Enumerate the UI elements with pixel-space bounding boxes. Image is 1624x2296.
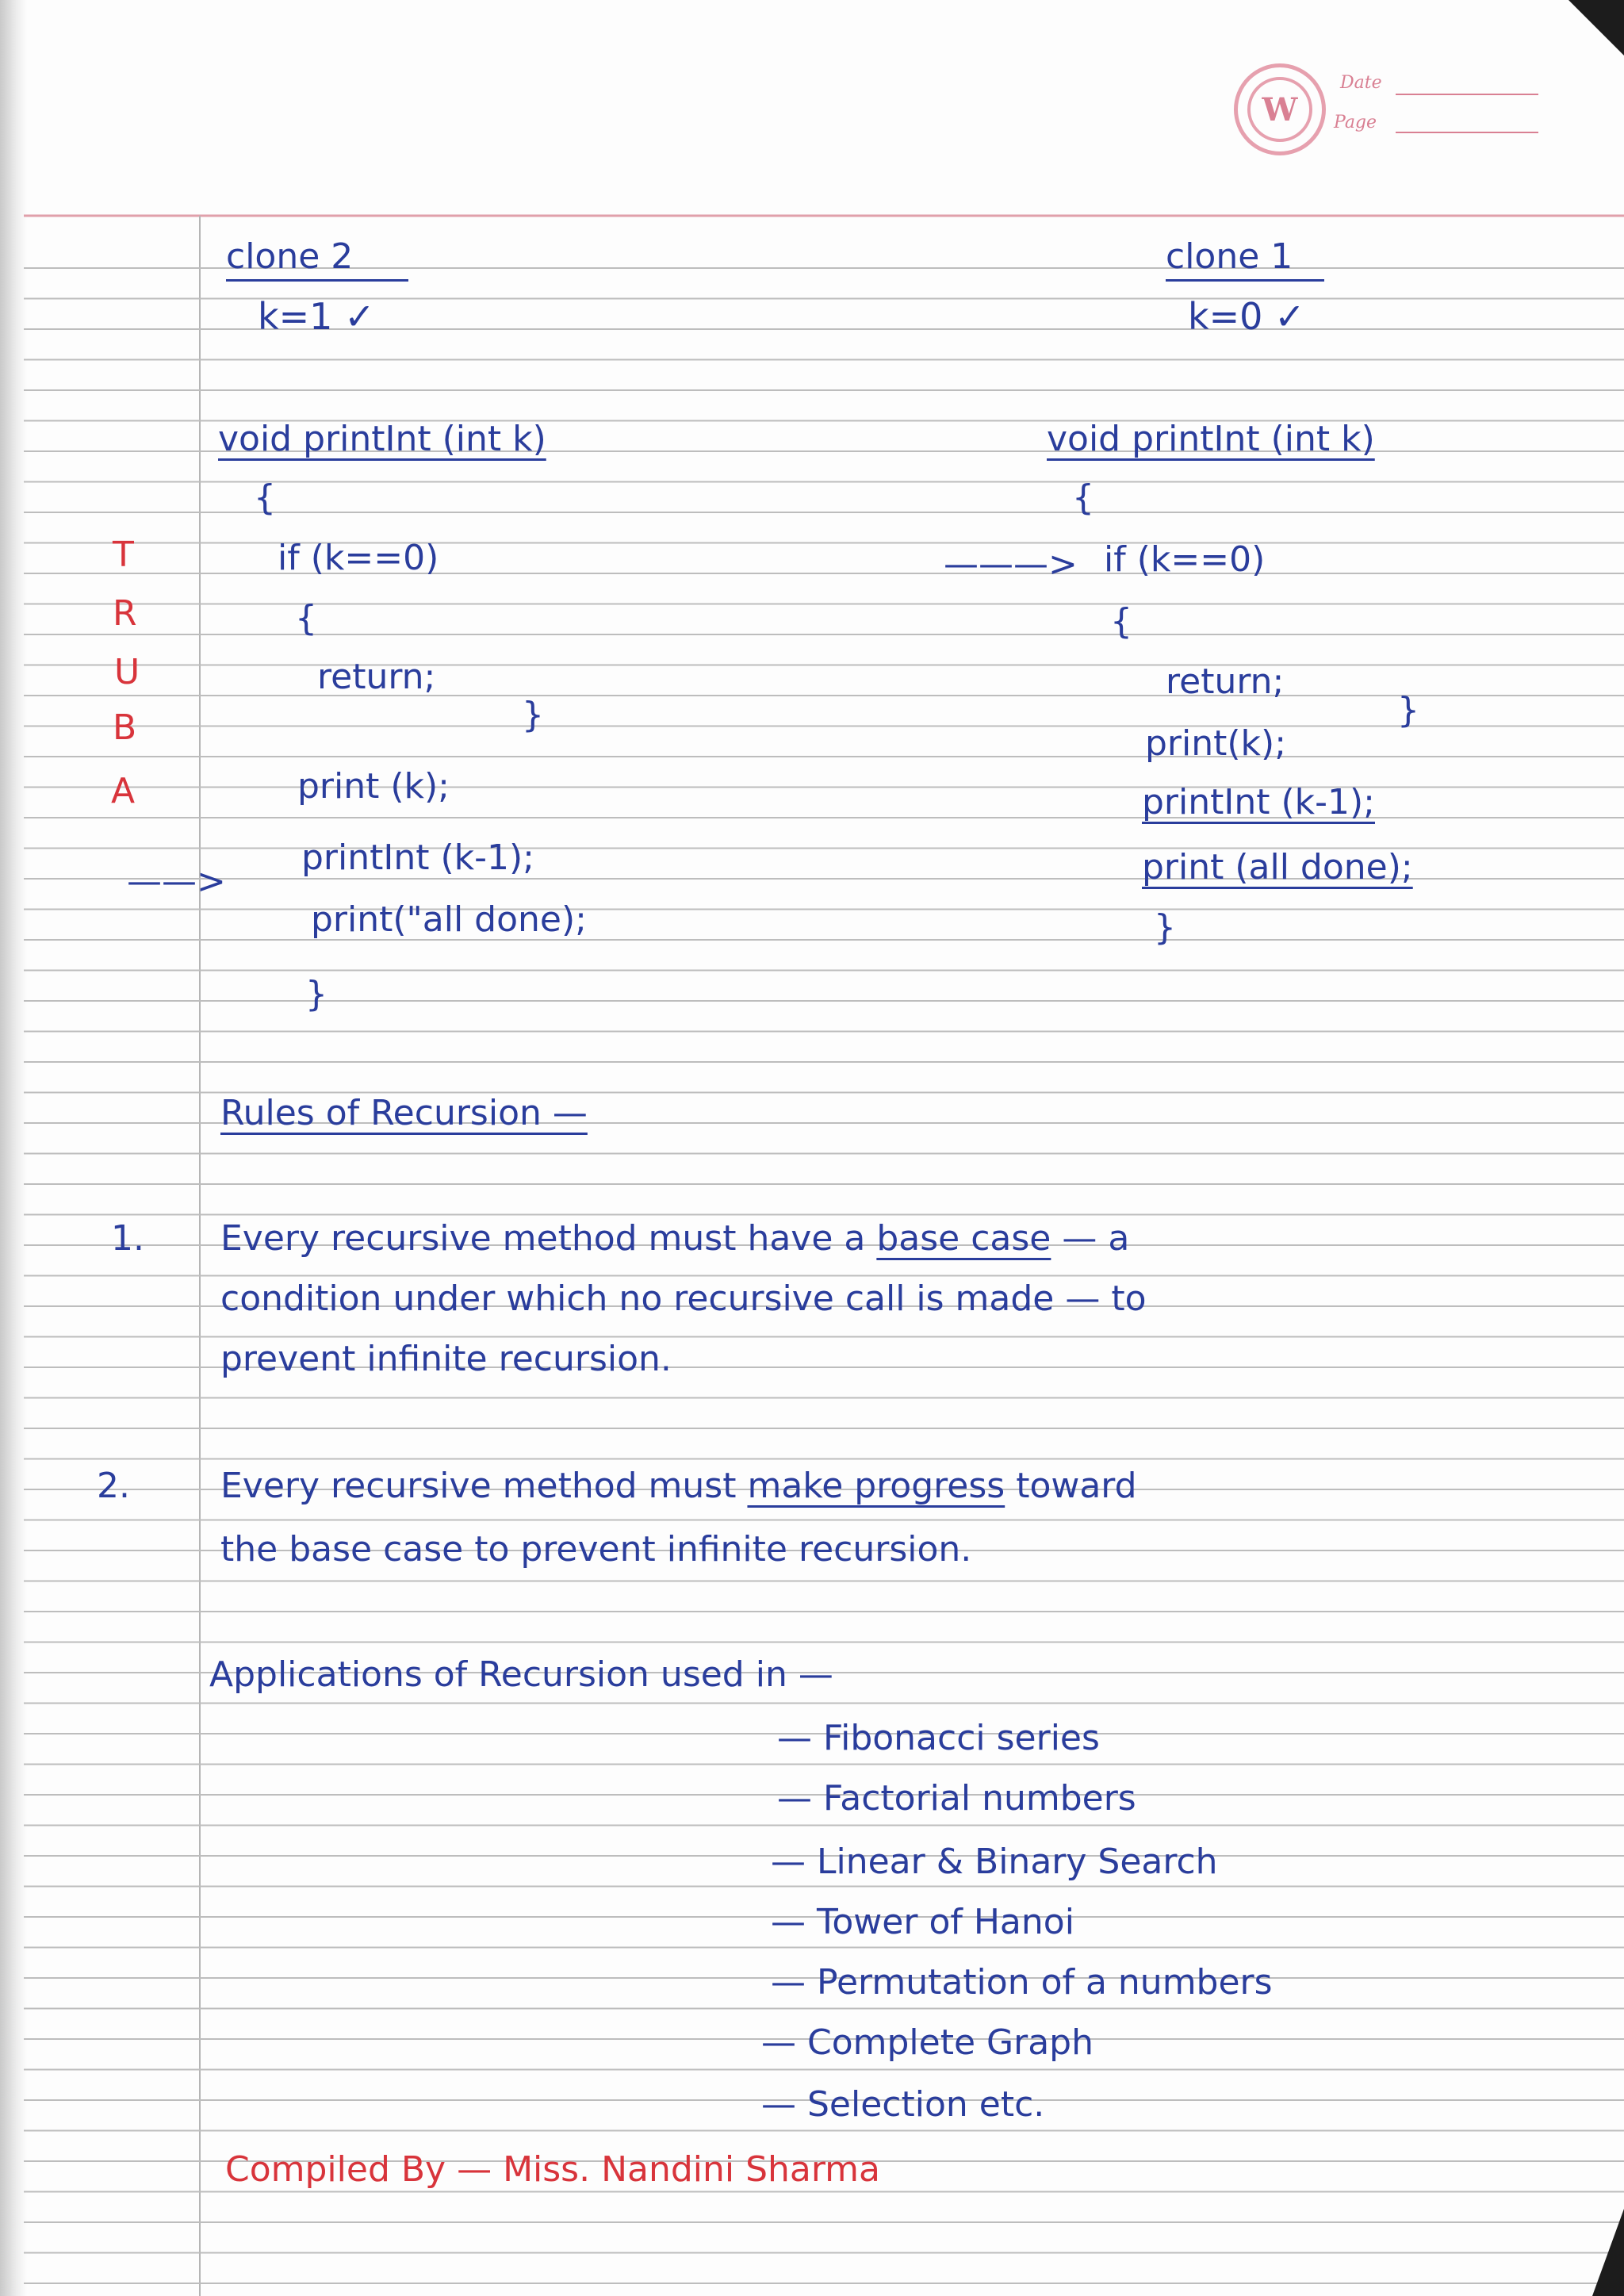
rule-1-line-3: prevent infinite recursion. [220, 1339, 672, 1379]
right-code-open-brace: { [1072, 477, 1094, 518]
left-code-if-open: { [295, 598, 317, 638]
rule-1-line-1: Every recursive method must have a base case — a [220, 1218, 1130, 1259]
rule-1-line-2: condition under which no recursive call is made — to [220, 1278, 1147, 1319]
clone1-value: k=0 ✓ [1188, 295, 1305, 338]
rule-2-number: 2. [97, 1466, 130, 1506]
compiled-by: Compiled By — Miss. Nandini Sharma [225, 2149, 881, 2190]
rules-heading: Rules of Recursion — [220, 1093, 588, 1133]
page-corner-top [1568, 0, 1624, 56]
application-item-6: — Complete Graph [761, 2022, 1094, 2063]
left-code-close-brace: } [305, 974, 327, 1014]
margin-letter-b: B [113, 707, 137, 748]
application-item-3: — Linear & Binary Search [771, 1842, 1218, 1882]
right-code-arrow: ———> [944, 544, 1078, 585]
left-code-if: if (k==0) [278, 538, 439, 578]
rule-2-line-2: the base case to prevent infinite recursion. [220, 1529, 972, 1570]
application-item-7: — Selection etc. [761, 2084, 1045, 2125]
logo-mark: W [1247, 77, 1312, 142]
application-item-1: — Fibonacci series [777, 1718, 1100, 1758]
margin-letter-t: T [113, 535, 134, 575]
margin-letter-a: A [111, 771, 136, 811]
page-line [1396, 132, 1538, 133]
right-code-if: if (k==0) [1104, 539, 1266, 580]
right-code-return: return; [1166, 661, 1285, 702]
right-code-printint: printInt (k-1); [1142, 782, 1375, 822]
clone2-underline [226, 279, 408, 282]
right-code-signature: void printInt (int k) [1047, 419, 1375, 459]
right-code-print: print(k); [1145, 723, 1287, 764]
notebook-logo [1234, 63, 1326, 155]
application-item-5: — Permutation of a numbers [771, 1962, 1273, 2003]
left-code-arrow: ——> [127, 861, 226, 902]
left-code-printint: printInt (k-1); [301, 838, 534, 878]
right-code-close-brace: } [1154, 907, 1176, 948]
clone2-value: k=1 ✓ [258, 295, 375, 338]
margin-letter-u: U [114, 652, 140, 692]
left-code-if-close: } [522, 695, 544, 735]
left-code-signature: void printInt (int k) [218, 419, 546, 459]
application-item-4: — Tower of Hanoi [771, 1902, 1074, 1942]
right-code-if-close: } [1397, 690, 1419, 730]
left-code-print-done: print("all done); [311, 899, 587, 940]
left-code-print: print (k); [297, 766, 450, 807]
date-label: Date [1340, 73, 1382, 93]
margin-letter-r: R [113, 593, 137, 634]
rule-1-number: 1. [111, 1218, 144, 1259]
left-code-return: return; [317, 657, 436, 697]
application-item-2: — Factorial numbers [777, 1778, 1136, 1819]
clone1-underline [1166, 279, 1324, 282]
rule-2-line-1: Every recursive method must make progress toward [220, 1466, 1137, 1506]
left-code-open-brace: { [254, 477, 276, 518]
clone1-title: clone 1 [1166, 236, 1293, 277]
applications-heading: Applications of Recursion used in — [209, 1654, 833, 1695]
page-label: Page [1334, 113, 1377, 132]
right-code-if-open: { [1110, 601, 1132, 642]
date-line [1396, 94, 1538, 95]
clone2-title: clone 2 [226, 236, 354, 277]
right-code-print-done: print (all done); [1142, 847, 1413, 887]
page-corner-bottom [1592, 2209, 1624, 2296]
